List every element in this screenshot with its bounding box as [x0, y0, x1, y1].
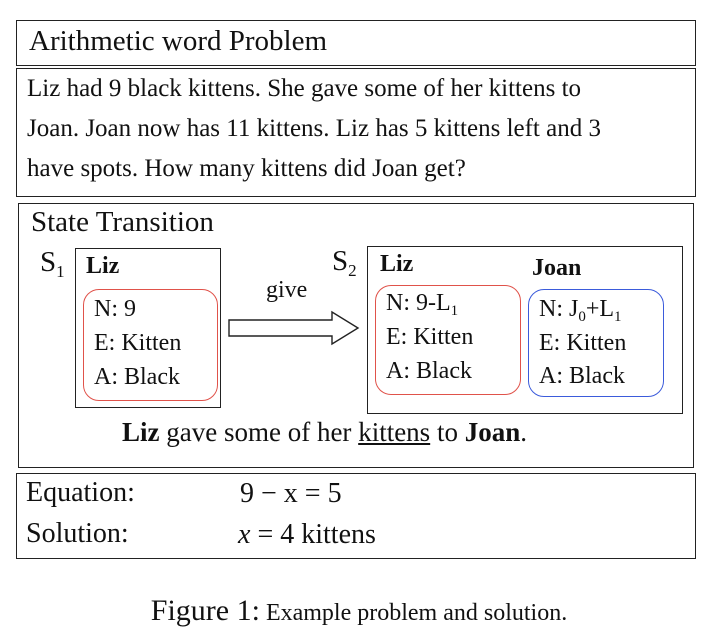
problem-line-1: Liz had 9 black kittens. She gave some of her kittens to — [27, 75, 582, 102]
entity-joan-name: Joan — [532, 255, 582, 281]
entity-liz-name: Liz — [86, 253, 120, 279]
entity-joan-attributes — [528, 289, 664, 397]
attr-number: N: 9 — [94, 296, 136, 322]
entity-liz-name: Liz — [380, 251, 414, 277]
transition-sentence: Liz gave some of her kittens to Joan. — [122, 417, 527, 447]
entity-liz-attributes — [375, 285, 521, 395]
equation-label: Equation: — [26, 477, 135, 508]
transition-arrow-icon — [228, 310, 362, 346]
diagram-title: Arithmetic word Problem — [29, 25, 328, 57]
attr-attribute: A: Black — [539, 363, 625, 389]
attr-entity: E: Kitten — [94, 330, 182, 356]
state-s2-label: $S_2$ — [332, 245, 357, 280]
problem-box — [16, 68, 696, 197]
attr-entity: E: Kitten — [539, 330, 627, 356]
attr-attribute: A: Black — [386, 358, 472, 384]
title-box — [16, 20, 696, 66]
action-give-label: give — [266, 277, 308, 303]
problem-line-3: have spots. How many kittens did Joan get? — [27, 155, 466, 182]
attr-number: N: $J_0+L_1$ — [539, 296, 622, 325]
attr-entity: E: Kitten — [386, 324, 474, 350]
state-s2-box — [367, 246, 683, 414]
entity-liz-attributes — [83, 289, 218, 401]
solution-label: Solution: — [26, 518, 129, 549]
state-s1-label: $S_1$ — [40, 246, 65, 281]
attr-attribute: A: Black — [94, 364, 180, 390]
figure-caption: Figure 1: Example problem and solution. — [150, 594, 568, 627]
problem-line-2: Joan. Joan now has 11 kittens. Liz has 5 kittens left and 3 — [27, 115, 601, 142]
state-s1-box — [75, 248, 221, 408]
state-transition-title: State Transition — [31, 206, 214, 238]
attr-number: N: $9-L_1$ — [386, 290, 459, 319]
equation-expression: 9 − x = 5 — [240, 478, 342, 509]
solution-expression: x = 4 kittens — [238, 519, 376, 550]
